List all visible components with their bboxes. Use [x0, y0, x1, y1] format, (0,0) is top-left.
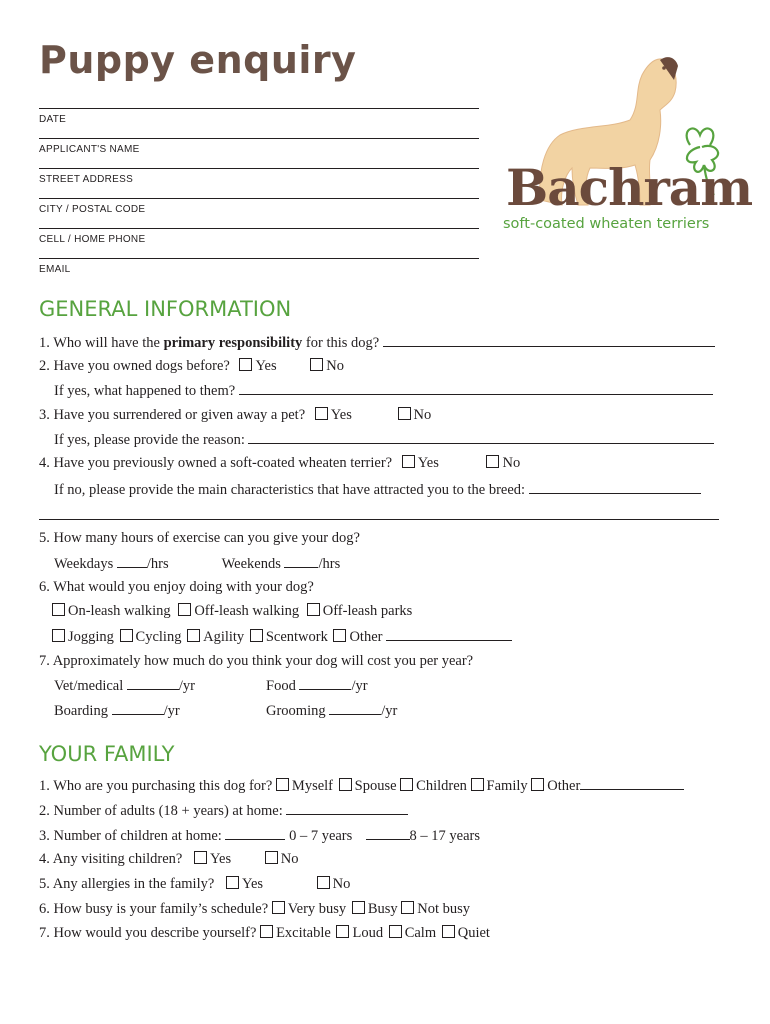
grooming-yr-unit: /yr: [381, 703, 398, 719]
family-q5-text: 5. Any allergies in the family?: [39, 876, 215, 892]
allergies-yes-checkbox[interactable]: [226, 876, 239, 889]
date-field[interactable]: [39, 108, 479, 125]
general-q2-followup-answer[interactable]: [239, 382, 713, 395]
general-q3-followup: [54, 431, 714, 449]
food-cost-input[interactable]: [299, 677, 351, 690]
family-checkbox[interactable]: [471, 778, 484, 791]
general-q1-prefix: 1. Who will have the: [39, 335, 164, 351]
email-field[interactable]: [39, 258, 479, 275]
general-q1: [39, 334, 715, 352]
cycling-checkbox[interactable]: [120, 629, 133, 642]
general-q4-text: 4. Have you previously owned a soft-coated wheaten terrier?: [39, 455, 393, 471]
adults-count-input[interactable]: [286, 802, 408, 815]
family-q7-text: 7. How would you describe yourself?: [39, 925, 257, 941]
other-purchaser-checkbox[interactable]: [531, 778, 544, 791]
general-q7: 7. Approximately how much do you think your dog will cost you per year?: [39, 653, 474, 669]
very-busy-label: Very busy: [287, 901, 347, 917]
off-leash-walking-checkbox[interactable]: [178, 603, 191, 616]
family-q4-text: 4. Any visiting children?: [39, 851, 183, 867]
general-q4-no-label: No: [502, 455, 521, 471]
brand-tagline: soft-coated wheaten terriers: [503, 216, 710, 232]
general-q3: [39, 407, 431, 424]
busy-label: Busy: [367, 901, 398, 917]
weekdays-hours-input[interactable]: [117, 555, 147, 568]
weekends-label: Weekends: [221, 556, 281, 572]
family-q6-text: 6. How busy is your family’s schedule?: [39, 901, 269, 917]
general-q1-answer[interactable]: [383, 334, 715, 347]
vet-cost-input[interactable]: [127, 677, 179, 690]
cost-row2: [54, 702, 180, 720]
city-postal-field[interactable]: [39, 198, 479, 215]
quiet-checkbox[interactable]: [442, 925, 455, 938]
excitable-checkbox[interactable]: [260, 925, 273, 938]
loud-checkbox[interactable]: [336, 925, 349, 938]
date-label: DATE: [39, 114, 67, 125]
not-busy-label: Not busy: [417, 901, 471, 917]
general-q4-yes-label: Yes: [417, 455, 439, 471]
other-activity-input[interactable]: [386, 628, 512, 641]
activities-row2: [52, 628, 512, 646]
general-q3-yes-checkbox[interactable]: [315, 407, 328, 420]
cost-food: [266, 677, 368, 695]
on-leash-walking-checkbox[interactable]: [52, 603, 65, 616]
other-purchaser-input[interactable]: [580, 777, 684, 790]
general-q2-yes-label: Yes: [255, 358, 277, 374]
off-leash-parks-checkbox[interactable]: [307, 603, 320, 616]
age-range-1: 0 – 7 years: [289, 828, 353, 844]
visiting-children-no-checkbox[interactable]: [265, 851, 278, 864]
food-label: Food: [266, 678, 296, 694]
agility-checkbox[interactable]: [187, 629, 200, 642]
family-q1-text: 1. Who are you purchasing this dog for?: [39, 778, 273, 794]
general-q3-followup-answer[interactable]: [248, 431, 714, 444]
weekdays-hrs-unit: /hrs: [146, 556, 169, 572]
street-address-field[interactable]: [39, 168, 479, 185]
spouse-label: Spouse: [354, 778, 397, 794]
off-leash-walking-label: Off-leash walking: [194, 603, 300, 619]
brand-name: Bachram: [506, 158, 753, 217]
email-label: EMAIL: [39, 264, 71, 275]
off-leash-parks-label: Off-leash parks: [322, 603, 413, 619]
agility-label: Agility: [203, 629, 245, 645]
visiting-children-yes-checkbox[interactable]: [194, 851, 207, 864]
street-address-label: STREET ADDRESS: [39, 174, 134, 185]
weekends-hours-input[interactable]: [284, 555, 318, 568]
family-q7: [39, 925, 490, 942]
general-q3-no-checkbox[interactable]: [398, 407, 411, 420]
family-q5: [39, 876, 350, 893]
visiting-children-no-label: No: [280, 851, 299, 867]
other-purchaser-label: Other: [547, 778, 581, 794]
cost-grooming: [266, 702, 397, 720]
allergies-yes-label: Yes: [241, 876, 264, 892]
age-range-2: 8 – 17 years: [409, 828, 480, 844]
general-q4-followup-line2[interactable]: [39, 519, 719, 520]
applicant-name-label: APPLICANT'S NAME: [39, 144, 140, 155]
boarding-label: Boarding: [54, 703, 108, 719]
calm-checkbox[interactable]: [389, 925, 402, 938]
vet-label: Vet/medical: [54, 678, 124, 694]
weekdays-label: Weekdays: [54, 556, 114, 572]
cost-row1: [54, 677, 195, 695]
calm-label: Calm: [404, 925, 437, 941]
allergies-no-checkbox[interactable]: [317, 876, 330, 889]
jogging-checkbox[interactable]: [52, 629, 65, 642]
general-q2-yes-checkbox[interactable]: [239, 358, 252, 371]
jogging-label: Jogging: [68, 629, 114, 645]
general-q2: [39, 358, 344, 375]
family-q2-text: 2. Number of adults (18 + years) at home:: [39, 803, 283, 819]
myself-checkbox[interactable]: [276, 778, 289, 791]
city-postal-label: CITY / POSTAL CODE: [39, 204, 146, 215]
on-leash-walking-label: On-leash walking: [68, 603, 171, 619]
visiting-children-yes-label: Yes: [210, 851, 232, 867]
activities-row1: [52, 603, 412, 620]
loud-label: Loud: [352, 925, 384, 941]
general-q4-followup: [54, 481, 701, 499]
general-q5: 5. How many hours of exercise can you give your dog?: [39, 530, 360, 546]
general-q2-followup: [54, 382, 713, 400]
cycling-label: Cycling: [135, 629, 182, 645]
food-yr-unit: /yr: [351, 678, 368, 694]
family-q4: [39, 851, 298, 868]
children-checkbox[interactable]: [400, 778, 413, 791]
general-q2-no-checkbox[interactable]: [310, 358, 323, 371]
family-q2: [39, 802, 408, 820]
busy-checkbox[interactable]: [352, 901, 365, 914]
spouse-checkbox[interactable]: [339, 778, 352, 791]
general-q4-yes-checkbox[interactable]: [402, 455, 415, 468]
family-q3-text: 3. Number of children at home:: [39, 828, 222, 844]
general-q3-yes-label: Yes: [330, 407, 352, 423]
general-q3-text: 3. Have you surrendered or given away a pet?: [39, 407, 306, 423]
quiet-label: Quiet: [457, 925, 490, 941]
children-8-17-input[interactable]: [366, 827, 410, 840]
not-busy-checkbox[interactable]: [401, 901, 414, 914]
general-q5-hours: [54, 555, 340, 573]
general-q1-suffix: for this dog?: [302, 335, 380, 351]
family-q6: [39, 901, 470, 918]
vet-yr-unit: /yr: [178, 678, 195, 694]
children-0-7-input[interactable]: [225, 827, 285, 840]
excitable-label: Excitable: [276, 925, 331, 941]
very-busy-checkbox[interactable]: [272, 901, 285, 914]
grooming-label: Grooming: [266, 703, 326, 719]
your-family-heading: YOUR FAMILY: [39, 742, 175, 766]
general-q1-bold: primary responsibility: [163, 335, 303, 351]
allergies-no-label: No: [332, 876, 351, 892]
applicant-name-field[interactable]: [39, 138, 479, 155]
boarding-cost-input[interactable]: [112, 702, 164, 715]
general-q6: 6. What would you enjoy doing with your dog?: [39, 579, 314, 595]
children-label: Children: [416, 778, 467, 794]
general-q4: [39, 455, 520, 472]
other-activity-label: Other: [349, 629, 383, 645]
phone-label: CELL / HOME PHONE: [39, 234, 146, 245]
page-title: Puppy enquiry: [39, 38, 357, 82]
other-activity-checkbox[interactable]: [333, 629, 346, 642]
general-q4-followup-answer[interactable]: [529, 481, 701, 494]
myself-label: Myself: [291, 778, 334, 794]
family-q1: [39, 777, 684, 795]
phone-field[interactable]: [39, 228, 479, 245]
general-q3-no-label: No: [413, 407, 432, 423]
scentwork-checkbox[interactable]: [250, 629, 263, 642]
family-q3: [39, 827, 480, 845]
grooming-cost-input[interactable]: [329, 702, 381, 715]
general-q4-no-checkbox[interactable]: [486, 455, 499, 468]
general-info-heading: GENERAL INFORMATION: [39, 297, 292, 321]
weekends-hrs-unit: /hrs: [318, 556, 341, 572]
general-q3-followup-text: If yes, please provide the reason:: [54, 432, 245, 448]
general-q2-followup-text: If yes, what happened to them?: [54, 383, 236, 399]
boarding-yr-unit: /yr: [163, 703, 180, 719]
general-q2-text: 2. Have you owned dogs before?: [39, 358, 230, 374]
general-q2-no-label: No: [326, 358, 344, 374]
general-q4-followup-text: If no, please provide the main characteristics that have attracted you to the breed:: [54, 482, 526, 498]
family-option-label: Family: [486, 778, 528, 794]
scentwork-label: Scentwork: [265, 629, 328, 645]
